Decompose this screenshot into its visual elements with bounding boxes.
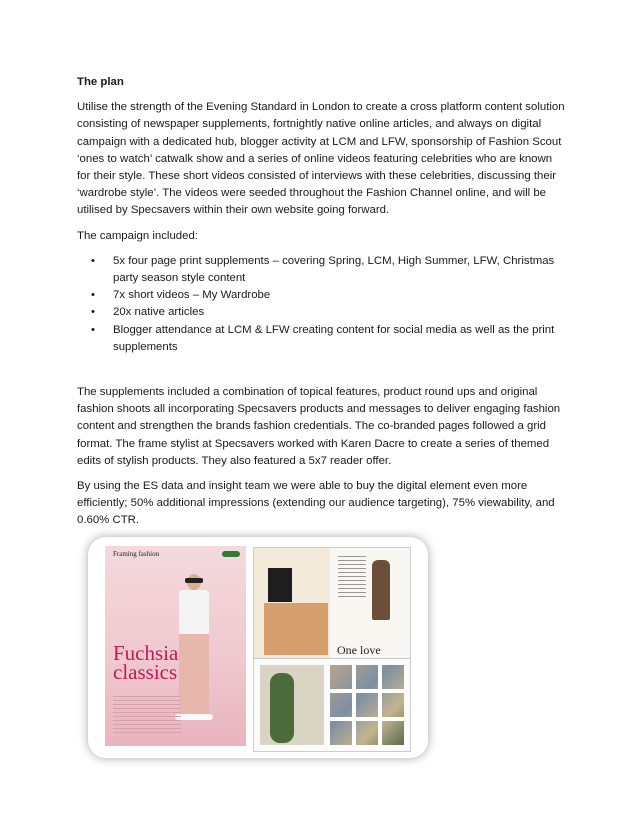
magazine-cover-image [105, 546, 246, 746]
basketball-court-photo [264, 603, 328, 655]
cover-kicker: Framing fashion [113, 550, 160, 558]
supplements-paragraph: The supplements included a combination of topical features, product round ups and original fashion shoots all incorporating Specsavers products and messages to deliver engaging fashion content and strengthen the brands fashion credentials. The co-branded pages followed a grid format. The frame stylist at Specsavers worked with Karen Dacre to create a series of themed edits of stylish products. They also featured a 5x7 reader offer. [77, 386, 561, 467]
bullet-icon: • [91, 306, 95, 319]
list-item-text: 5x four page print supplements – covering Spring, LCM, High Summer, LFW, Christmas party season style content [113, 254, 555, 285]
fashion-photo [260, 665, 324, 745]
bullet-icon: • [91, 254, 95, 267]
spread-body-text [338, 556, 366, 600]
list-item-text: 7x short videos – My Wardrobe [113, 289, 271, 302]
glasses-icon [185, 578, 203, 583]
cover-headline: Fuchsia classics [113, 641, 179, 684]
spacer [77, 364, 565, 384]
spread-headline: One love [337, 643, 381, 657]
specsavers-logo [222, 551, 240, 557]
cover-body-text [113, 696, 181, 736]
list-item [77, 322, 565, 356]
product-grid-spread-image [253, 658, 411, 752]
magazine-spread-image [253, 547, 411, 659]
list-item [77, 287, 565, 304]
list-item [77, 253, 565, 287]
campaign-intro: The campaign included: [77, 229, 198, 242]
list-item [77, 304, 565, 321]
list-item-text: 20x native articles [113, 306, 205, 319]
document-body [77, 74, 565, 538]
product-grid [330, 665, 404, 745]
campaign-list [77, 253, 565, 356]
list-item-text: Blogger attendance at LCM & LFW creating content for social media as well as the print supplements [113, 323, 555, 353]
bullet-icon: • [91, 289, 95, 302]
results-paragraph: By using the ES data and insight team we were able to buy the digital element even more efficiently; 50% additional impressions (extending our audience targeting), 75% viewability, and 0.60% CTR. [77, 480, 555, 527]
dark-panel [268, 568, 292, 602]
section-heading: The plan [77, 76, 124, 88]
plan-paragraph: Utilise the strength of the Evening Standard in London to create a cross platform content solution consisting of newspaper supplements, fortnightly native online articles, and always on digital campaign with a dedicated hub, blogger activity at LCM and LFW, sponsorship of Fashion Scout ‘ones to watch’ catwalk show and a series of online videos featuring celebrities who are known for their style. These short videos consisted of interviews with these celebrities, discussing their ‘wardrobe style’. The videos were seeded throughout the Fashion Channel online, and will be utilised by Specsavers within their own website going forward. [77, 101, 565, 217]
bullet-icon: • [91, 323, 95, 336]
portrait-photo [372, 560, 390, 620]
